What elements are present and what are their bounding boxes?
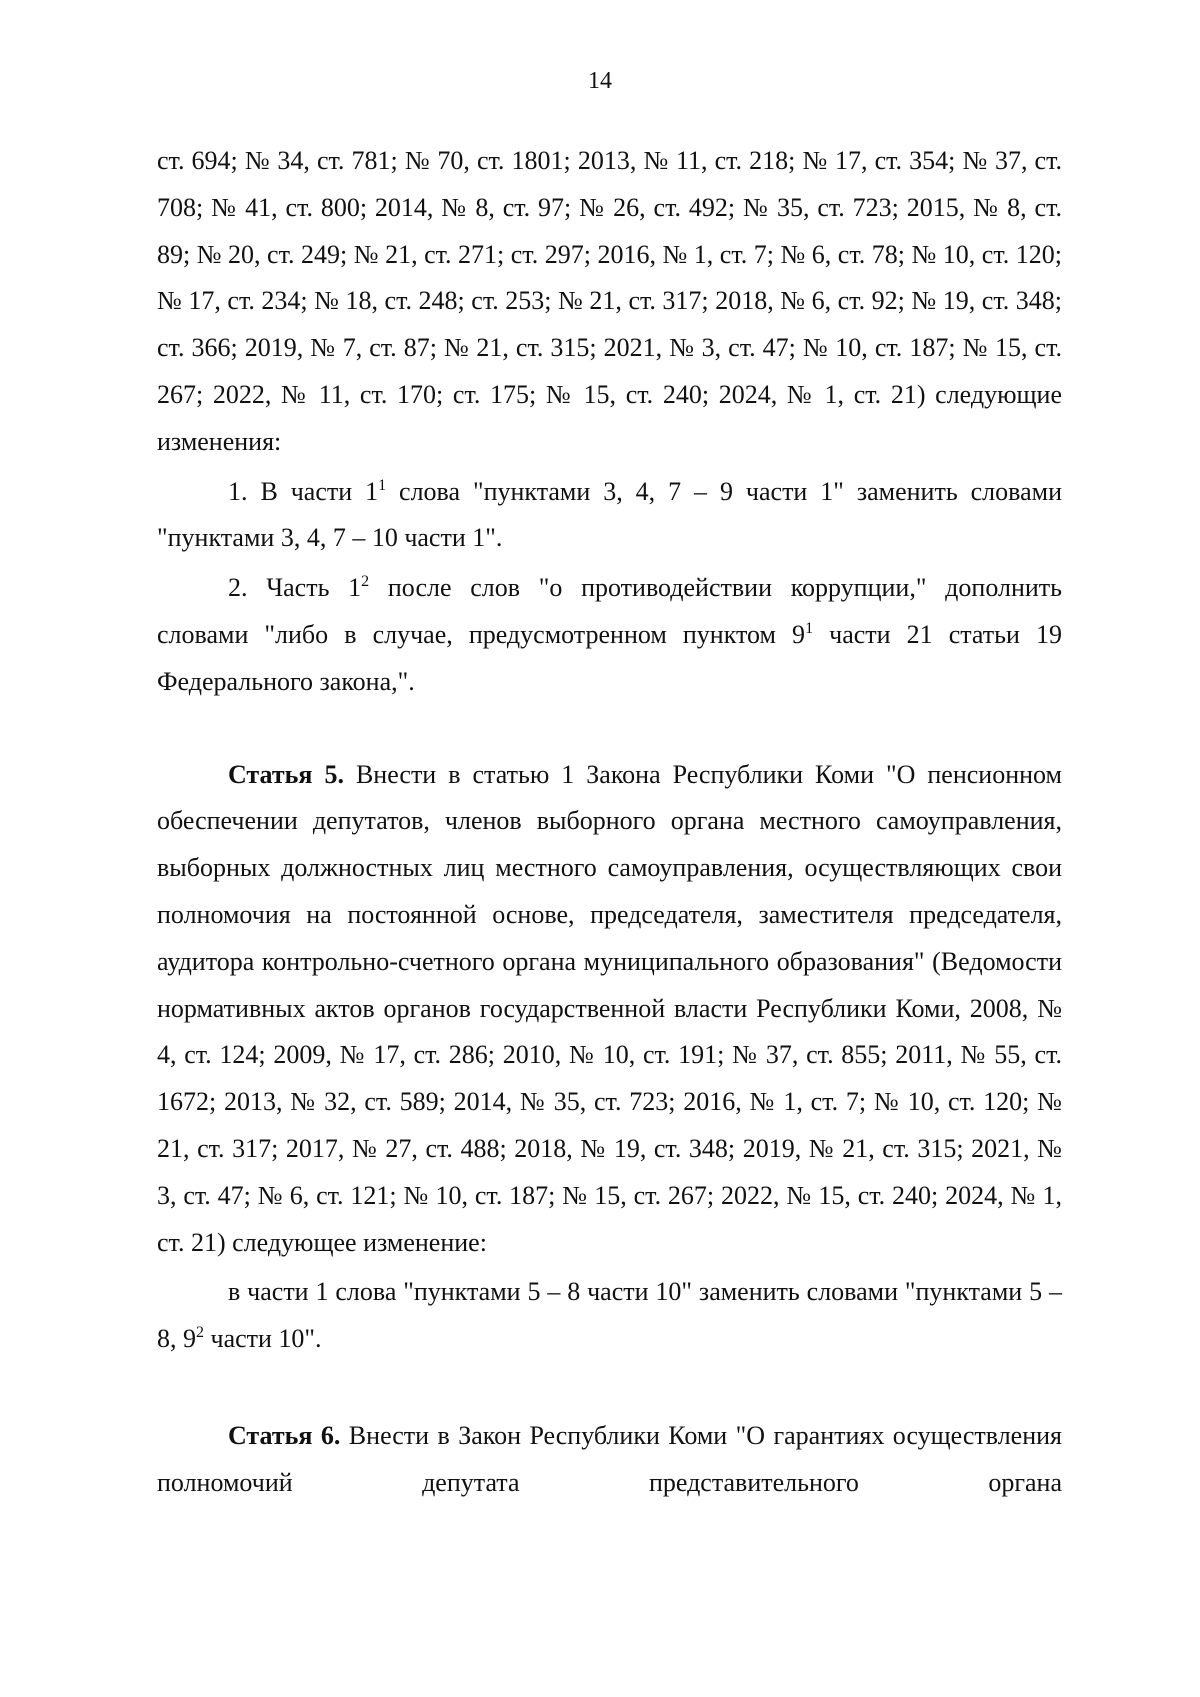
article6-paragraph — [157, 1413, 1062, 1507]
article4-item-1 — [157, 469, 1062, 563]
article6-heading: Статья 6. — [228, 1420, 341, 1450]
amendment-text-end: части 10". — [204, 1324, 322, 1354]
article5-text: Внести в статью 1 Закона Республики Коми "О пенсионном обеспечении депутатов, членов выборного органа местного самоуправления, выборных должностных лиц местного самоуправления, осуществляющих свои полномочия на постоянной основе, председателя, заместителя председателя, аудитора контрольно-счетного органа муниципального образования" (Ведомости нормативных актов органов государственной власти Республики Коми, 2008, № 4, ст. 124; 2009, № 17, ст. 286; 2010, № 10, ст. 191; № 37, ст. 855; 2011, № 55, ст. 1672; 2013, № 32, ст. 589; 2014, № 35, ст. 723; 2016, № 1, ст. 7; № 10, ст. 120; № 21, ст. 317; 2017, № 27, ст. 488; 2018, № 19, ст. 348; 2019, № 21, ст. 315; 2021, № 3, ст. 47; № 6, ст. 121; № 10, ст. 187; № 15, ст. 267; 2022, № 15, ст. 240; 2024, № 1, ст. 21) следующее изменение: — [157, 759, 1062, 1257]
amendment-text-start: в части 1 слова "пунктами 5 – 8 части 10" заменить словами "пунктами 5 – 8, 9 — [157, 1277, 1062, 1354]
item-2-text-end: части 21 статьи 19 Федерального закона,". — [157, 619, 1063, 696]
item-2-text-start: 2. Часть 1 — [228, 573, 362, 603]
item-1-text-start: 1. В части 1 — [228, 476, 379, 506]
page-number: 14 — [588, 68, 612, 94]
item-1-superscript: 1 — [378, 476, 387, 494]
article6-text: Внести в Закон Республики Коми "О гарантиях осуществления полномочий депутата представительного органа — [157, 1420, 1062, 1497]
item-2-superscript-2: 1 — [805, 619, 814, 637]
item-2-superscript-1: 2 — [361, 573, 370, 591]
article5-amendment — [157, 1269, 1062, 1363]
article5-heading: Статья 5. — [228, 759, 344, 789]
document-body — [157, 138, 1062, 1507]
article4-item-2 — [157, 565, 1062, 705]
item-1-text-end: слова "пунктами 3, 4, 7 – 9 части 1" заменить словами "пунктами 3, 4, 7 – 10 части 1". — [157, 476, 1062, 553]
item-2-text-middle: после слов "о противодействии коррупции," дополнить словами "либо в случае, предусмотренном пунктом 9 — [157, 573, 1062, 649]
article4-sources-paragraph: ст. 694; № 34, ст. 781; № 70, ст. 1801; 2013, № 11, ст. 218; № 17, ст. 354; № 37, ст. 708; № 41, ст. 800; 2014, № 8, ст. 97; № 26, ст. 492; № 35, ст. 723; 2015, № 8, ст. 89; № 20, ст. 249; № 21, ст. 271; ст. 297; 2016, № 1, ст. 7; № 6, ст. 78; № 10, ст. 120; № 17, ст. 234; № 18, ст. 248; ст. 253; № 21, ст. 317; 2018, № 6, ст. 92; № 19, ст. 348; ст. 366; 2019, № 7, ст. 87; № 21, ст. 315; 2021, № 3, ст. 47; № 10, ст. 187; № 15, ст. 267; 2022, № 11, ст. 170; ст. 175; № 15, ст. 240; 2024, № 1, ст. 21) следующие изменения: — [157, 146, 1062, 456]
article5-paragraph — [157, 752, 1062, 1267]
amendment-superscript: 2 — [196, 1324, 204, 1342]
